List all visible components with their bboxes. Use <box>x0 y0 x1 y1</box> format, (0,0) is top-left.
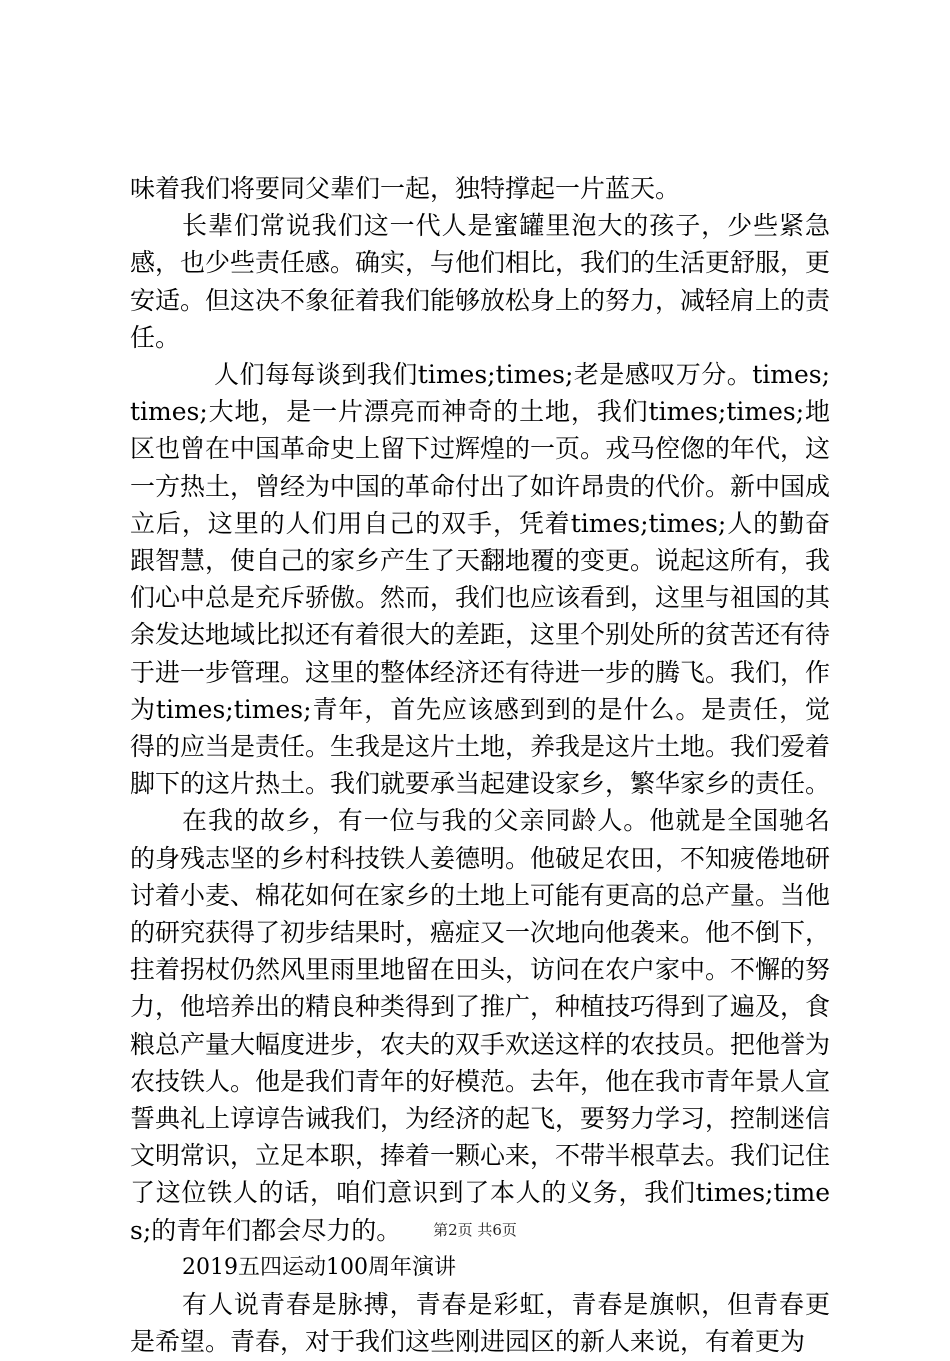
paragraph-youth-hope: 有人说青春是脉搏，青春是彩虹，青春是旗帜，但青春更是希望。青春，对于我们这些刚进园区的新人来说，有着更为 <box>130 1290 830 1357</box>
paragraph-continuation: 味着我们将要同父辈们一起，独特撑起一片蓝天。 <box>130 174 681 203</box>
page-footer: 第2页 共6页 <box>433 1221 517 1239</box>
paragraph-elders-comment: 长辈们常说我们这一代人是蜜罐里泡大的孩子，少些紧急感，也少些责任感。确实，与他们相比，我们的生活更舒服，更安适。但这决不象征着我们能够放松身上的努力，减轻肩上的责任。 <box>130 211 831 352</box>
paragraph-iron-man-story: 在我的故乡，有一位与我的父亲同龄人。他就是全国驰名的身残志坚的乡村科技铁人姜德明。他破足农田，不知疲倦地研讨着小麦、棉花如何在家乡的土地上可能有更高的总产量。当他的研究获得了初步结果时，癌症又一次地向他袭来。他不倒下，拄着拐杖仍然风里雨里地留在田头，访问在农户家中。不懈的努力，他培养出的精良种类得到了推广，种植技巧得到了遍及，食粮总产量大幅度进步，农夫的双手欢送这样的农技员。把他誉为农技铁人。他是我们青年的好模范。去年，他在我市青年景人宣誓典礼上谆谆告诫我们，为经济的起飞，要努力学习，控制迷信文明常识，立足本职，捧着一颗心来，不带半根草去。我们记住了这位铁人的话，咱们意识到了本人的义务，我们times;times;的青年们都会尽力的。 <box>130 806 831 1245</box>
section-heading: 2019五四运动100周年演讲 <box>182 1254 456 1280</box>
document-body <box>130 170 830 1361</box>
paragraph-homeland-history: 人们每每谈到我们times;times;老是感叹万分。times;times;大地，是一片漂亮而神奇的土地，我们times;times;地区也曾在中国革命史上留下过辉煌的一页。戎马倥偬的年代，这一方热土，曾经为中国的革命付出了如许昂贵的代价。新中国成立后，这里的人们用自己的双手，凭着times;times;人的勤奋跟智慧，使自己的家乡产生了天翻地覆的变更。说起这所有，我们心中总是充斥骄傲。然而，我们也应该看到，这里与祖国的其余发达地域比拟还有着很大的差距，这里个别处所的贫苦还有待于进一步管理。这里的整体经济还有待进一步的腾飞。我们，作为times;times;青年，首先应该感到到的是什么。是责任，觉得的应当是责任。生我是这片土地，养我是这片土地。我们爱着脚下的这片热土。我们就要承当起建设家乡，繁华家乡的责任。 <box>130 360 831 799</box>
